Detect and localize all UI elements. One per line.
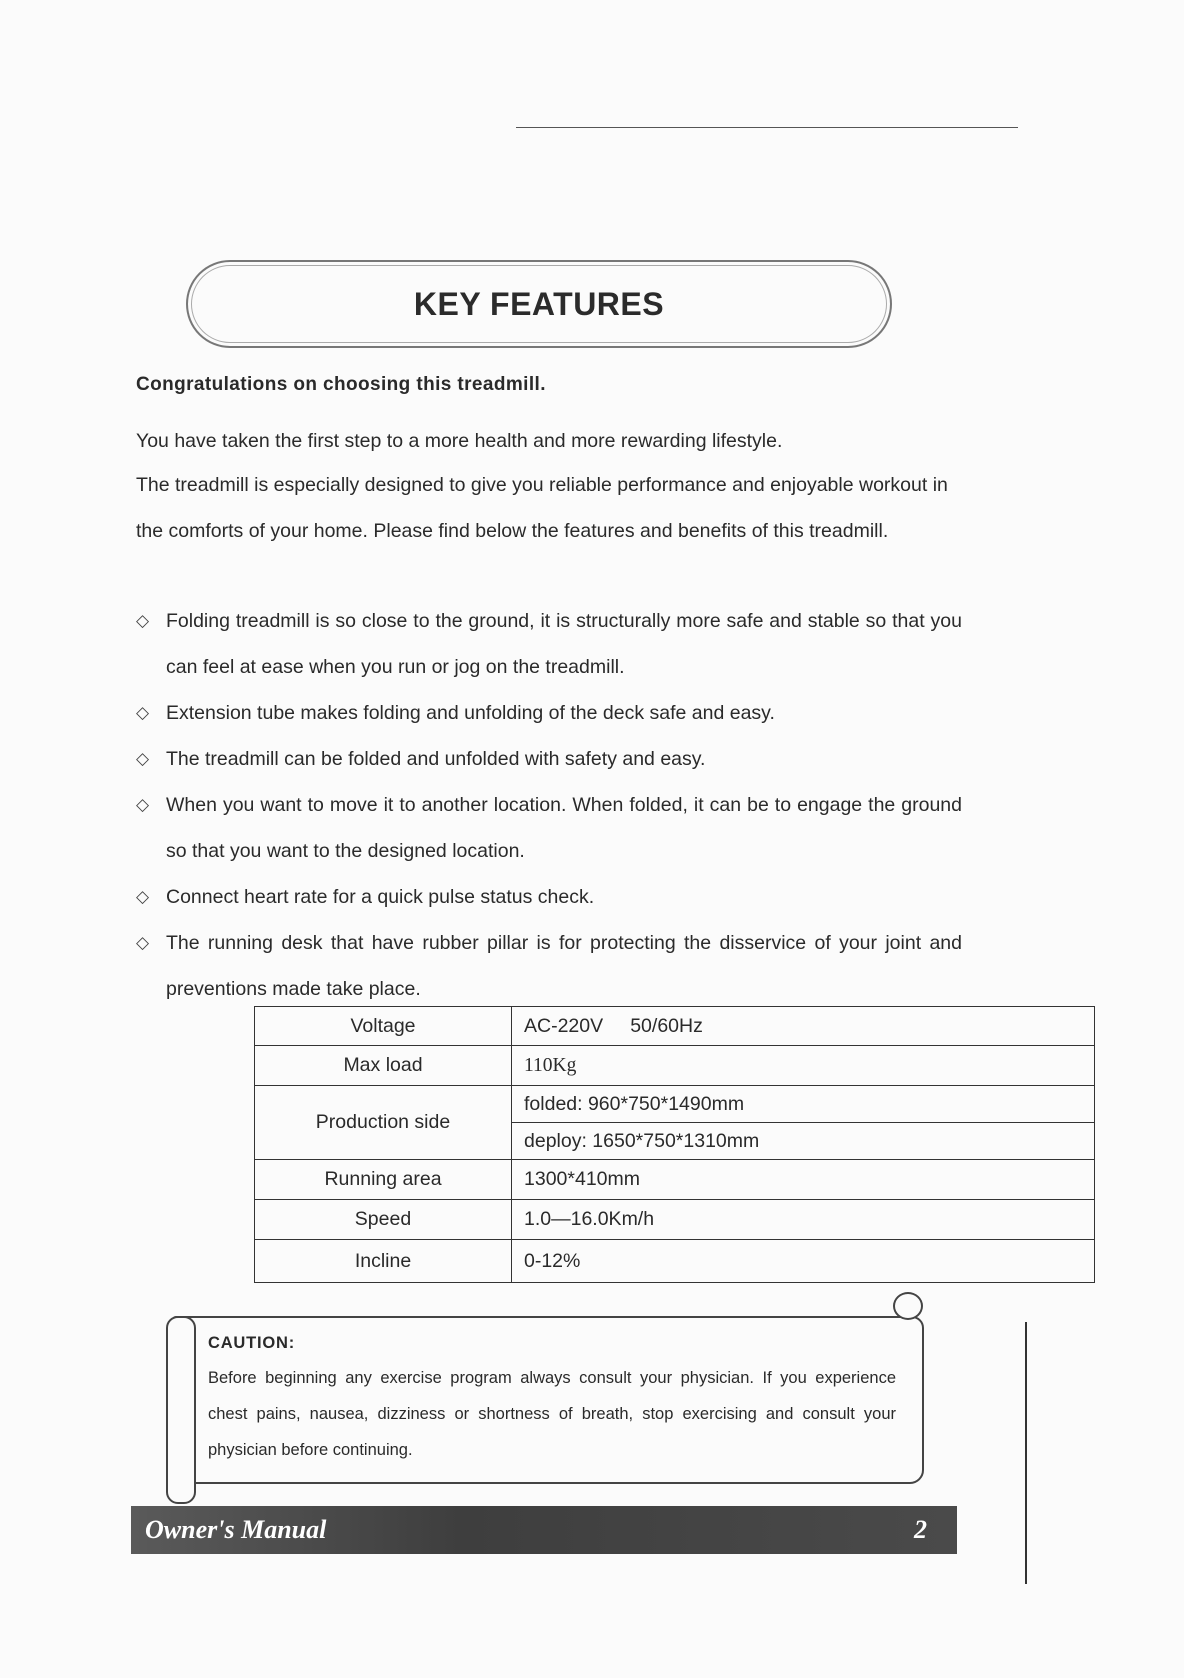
intro-paragraph-2: The treadmill is especially designed to give you reliable performance and enjoyable workout in the comforts of your home. Please find below the features and benefits of this treadmill. (136, 474, 948, 542)
spec-table (254, 1006, 1095, 1283)
feature-text: The treadmill can be folded and unfolded with safety and easy. (166, 748, 706, 770)
spec-label: Production side (255, 1086, 512, 1160)
right-margin-rule (1025, 1322, 1027, 1584)
spec-value: 0-12% (512, 1240, 1095, 1283)
intro-heading: Congratulations on choosing this treadmill. (136, 374, 546, 395)
scroll-curl-icon (893, 1292, 923, 1320)
feature-text: When you want to move it to another location. When folded, it can be to engage the ground so that you want to the designed location. (166, 794, 962, 862)
caution-title: CAUTION: (208, 1334, 296, 1352)
spec-value: deploy: 1650*750*1310mm (512, 1123, 1095, 1160)
spec-label: Incline (255, 1240, 512, 1283)
diamond-bullet-icon: ◇ (136, 887, 150, 906)
feature-item (136, 874, 962, 920)
table-row (255, 1007, 1095, 1046)
table-row (255, 1086, 1095, 1123)
feature-text: Folding treadmill is so close to the ground, it is structurally more safe and stable so that you can feel at ease when you run or jog on the treadmill. (166, 610, 962, 678)
spec-value: folded: 960*750*1490mm (512, 1086, 1095, 1123)
spec-value: 110Kg (512, 1046, 1095, 1086)
feature-text: Extension tube makes folding and unfolding of the deck safe and easy. (166, 702, 775, 724)
page-number: 2 (914, 1515, 927, 1544)
table-row (255, 1200, 1095, 1240)
feature-item (136, 782, 962, 874)
feature-item (136, 736, 962, 782)
table-row (255, 1046, 1095, 1086)
spec-label: Speed (255, 1200, 512, 1240)
spec-value: 1300*410mm (512, 1160, 1095, 1200)
footer-bar (131, 1506, 957, 1554)
table-row (255, 1240, 1095, 1283)
feature-item (136, 598, 962, 690)
spec-value: AC-220V 50/60Hz (512, 1007, 1095, 1046)
diamond-bullet-icon: ◇ (136, 611, 150, 630)
spec-label: Max load (255, 1046, 512, 1086)
diamond-bullet-icon: ◇ (136, 933, 150, 952)
scroll-roll-icon (166, 1316, 196, 1504)
top-rule (516, 127, 1018, 128)
intro-paragraph-1: You have taken the first step to a more health and more rewarding lifestyle. (136, 430, 783, 452)
feature-text: The running desk that have rubber pillar is for protecting the disservice of your joint and preventions made take place. (166, 932, 962, 1000)
feature-list (136, 598, 962, 1012)
footer-title: Owner's Manual (145, 1515, 327, 1544)
diamond-bullet-icon: ◇ (136, 795, 150, 814)
spec-label: Voltage (255, 1007, 512, 1046)
spec-value: 1.0—16.0Km/h (512, 1200, 1095, 1240)
caution-body: Before beginning any exercise program always consult your physician. If you experience chest pains, nausea, dizziness or shortness of breath, stop exercising and consult your physician before continuing. (208, 1369, 896, 1459)
spec-label: Running area (255, 1160, 512, 1200)
feature-item (136, 920, 962, 1012)
feature-text: Connect heart rate for a quick pulse status check. (166, 886, 595, 908)
title-banner (186, 260, 892, 348)
diamond-bullet-icon: ◇ (136, 749, 150, 768)
page-title: KEY FEATURES (413, 285, 665, 322)
diamond-bullet-icon: ◇ (136, 703, 150, 722)
feature-item (136, 690, 962, 736)
table-row (255, 1160, 1095, 1200)
